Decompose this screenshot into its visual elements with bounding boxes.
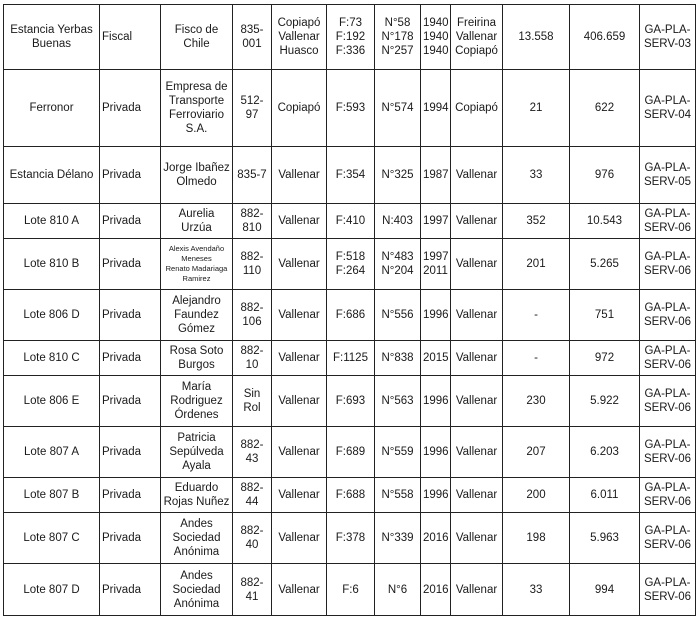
owner-cell: Alexis Avendaño Meneses Renato Madariaga Ramirez [161, 239, 233, 290]
commune-cell: Vallenar [272, 204, 327, 239]
ownership-type-cell: Privada [100, 427, 161, 478]
property-name-cell: Estancia Yerbas Buenas [4, 5, 100, 70]
rol-cell: 882-40 [233, 513, 272, 564]
rol-cell: 882-10 [233, 341, 272, 376]
conservador-cell: Vallenar [451, 147, 503, 204]
plan-code-cell: GA-PLA- SERV-05 [640, 147, 696, 204]
inscription-number-cell: N°483 N°204 [375, 239, 421, 290]
owner-cell: Jorge Ibañez Olmedo [161, 147, 233, 204]
table-row [4, 341, 696, 376]
year-cell: 1996 [421, 427, 451, 478]
table-row [4, 376, 696, 427]
property-name-cell: Lote 806 E [4, 376, 100, 427]
year-cell: 1997 [421, 204, 451, 239]
inscription-number-cell: N°838 [375, 341, 421, 376]
value-b-cell: 6.203 [570, 427, 640, 478]
table-row [4, 290, 696, 341]
value-b-cell: 10.543 [570, 204, 640, 239]
table-row [4, 147, 696, 204]
rol-cell: 835- 001 [233, 5, 272, 70]
ownership-type-cell: Fiscal [100, 5, 161, 70]
value-a-cell: 230 [503, 376, 570, 427]
inscription-number-cell: N°556 [375, 290, 421, 341]
ownership-type-cell: Privada [100, 290, 161, 341]
commune-cell: Vallenar [272, 376, 327, 427]
year-cell: 1940 1940 1940 [421, 5, 451, 70]
year-cell: 1987 [421, 147, 451, 204]
fojas-cell: F:6 [327, 564, 375, 616]
conservador-cell: Vallenar [451, 513, 503, 564]
year-cell: 1996 [421, 376, 451, 427]
value-b-cell: 406.659 [570, 5, 640, 70]
plan-code-cell: GA-PLA- SERV-06 [640, 376, 696, 427]
property-name-cell: Lote 810 B [4, 239, 100, 290]
conservador-cell: Vallenar [451, 376, 503, 427]
value-a-cell: 352 [503, 204, 570, 239]
inscription-number-cell: N°58 N°178 N°257 [375, 5, 421, 70]
conservador-cell: Vallenar [451, 427, 503, 478]
conservador-cell: Freirina Vallenar Copiapó [451, 5, 503, 70]
inscription-number-cell: N°558 [375, 478, 421, 513]
value-a-cell: - [503, 290, 570, 341]
rol-cell: 882-43 [233, 427, 272, 478]
commune-cell: Vallenar [272, 478, 327, 513]
owner-cell: Eduardo Rojas Nuñez [161, 478, 233, 513]
fojas-cell: F:686 [327, 290, 375, 341]
owner-cell: Aurelia Urzúa [161, 204, 233, 239]
conservador-cell: Vallenar [451, 341, 503, 376]
value-a-cell: - [503, 341, 570, 376]
property-name-cell: Lote 807 C [4, 513, 100, 564]
value-a-cell: 201 [503, 239, 570, 290]
fojas-cell: F:410 [327, 204, 375, 239]
inscription-number-cell: N°563 [375, 376, 421, 427]
property-registry-table [3, 4, 696, 616]
fojas-cell: F:73 F:192 F:336 [327, 5, 375, 70]
property-name-cell: Lote 807 B [4, 478, 100, 513]
plan-code-cell: GA-PLA- SERV-06 [640, 513, 696, 564]
table-row [4, 204, 696, 239]
owner-cell: Empresa de Transporte Ferroviario S.A. [161, 70, 233, 147]
rol-cell: 835-7 [233, 147, 272, 204]
value-a-cell: 198 [503, 513, 570, 564]
inscription-number-cell: N°325 [375, 147, 421, 204]
ownership-type-cell: Privada [100, 564, 161, 616]
commune-cell: Vallenar [272, 564, 327, 616]
owner-cell: Alejandro Faundez Gómez [161, 290, 233, 341]
plan-code-cell: GA-PLA- SERV-04 [640, 70, 696, 147]
rol-cell: Sin Rol [233, 376, 272, 427]
plan-code-cell: GA-PLA- SERV-06 [640, 204, 696, 239]
owner-cell: Andes Sociedad Anónima [161, 564, 233, 616]
value-b-cell: 5.963 [570, 513, 640, 564]
table-row [4, 70, 696, 147]
value-b-cell: 5.265 [570, 239, 640, 290]
fojas-cell: F:354 [327, 147, 375, 204]
value-a-cell: 200 [503, 478, 570, 513]
value-b-cell: 976 [570, 147, 640, 204]
property-name-cell: Estancia Délano [4, 147, 100, 204]
rol-cell: 882- 110 [233, 239, 272, 290]
value-b-cell: 751 [570, 290, 640, 341]
ownership-type-cell: Privada [100, 239, 161, 290]
conservador-cell: Vallenar [451, 478, 503, 513]
value-b-cell: 6.011 [570, 478, 640, 513]
property-name-cell: Lote 807 A [4, 427, 100, 478]
inscription-number-cell: N°574 [375, 70, 421, 147]
commune-cell: Vallenar [272, 427, 327, 478]
conservador-cell: Vallenar [451, 290, 503, 341]
fojas-cell: F:593 [327, 70, 375, 147]
plan-code-cell: GA-PLA- SERV-06 [640, 239, 696, 290]
plan-code-cell: GA-PLA- SERV-06 [640, 290, 696, 341]
year-cell: 1997 2011 [421, 239, 451, 290]
value-b-cell: 972 [570, 341, 640, 376]
value-b-cell: 994 [570, 564, 640, 616]
table-row [4, 478, 696, 513]
property-name-cell: Lote 810 C [4, 341, 100, 376]
commune-cell: Vallenar [272, 341, 327, 376]
ownership-type-cell: Privada [100, 478, 161, 513]
ownership-type-cell: Privada [100, 376, 161, 427]
commune-cell: Copiapó [272, 70, 327, 147]
plan-code-cell: GA-PLA- SERV-06 [640, 564, 696, 616]
fojas-cell: F:689 [327, 427, 375, 478]
year-cell: 2015 [421, 341, 451, 376]
property-name-cell: Lote 806 D [4, 290, 100, 341]
conservador-cell: Vallenar [451, 239, 503, 290]
year-cell: 1996 [421, 478, 451, 513]
property-name-cell: Lote 810 A [4, 204, 100, 239]
year-cell: 2016 [421, 513, 451, 564]
fojas-cell: F:688 [327, 478, 375, 513]
inscription-number-cell: N:403 [375, 204, 421, 239]
value-a-cell: 33 [503, 564, 570, 616]
commune-cell: Vallenar [272, 290, 327, 341]
rol-cell: 882- 810 [233, 204, 272, 239]
plan-code-cell: GA-PLA- SERV-06 [640, 341, 696, 376]
property-name-cell: Lote 807 D [4, 564, 100, 616]
owner-cell: Rosa Soto Burgos [161, 341, 233, 376]
value-a-cell: 33 [503, 147, 570, 204]
table-row [4, 564, 696, 616]
conservador-cell: Copiapó [451, 70, 503, 147]
commune-cell: Vallenar [272, 513, 327, 564]
ownership-type-cell: Privada [100, 341, 161, 376]
commune-cell: Vallenar [272, 147, 327, 204]
year-cell: 1996 [421, 290, 451, 341]
fojas-cell: F:518 F:264 [327, 239, 375, 290]
year-cell: 1994 [421, 70, 451, 147]
value-a-cell: 207 [503, 427, 570, 478]
commune-cell: Vallenar [272, 239, 327, 290]
inscription-number-cell: N°339 [375, 513, 421, 564]
owner-cell: Andes Sociedad Anónima [161, 513, 233, 564]
property-name-cell: Ferronor [4, 70, 100, 147]
year-cell: 2016 [421, 564, 451, 616]
owner-cell: María Rodriguez Órdenes [161, 376, 233, 427]
fojas-cell: F:693 [327, 376, 375, 427]
fojas-cell: F:1125 [327, 341, 375, 376]
owner-cell: Patricia Sepúlveda Ayala [161, 427, 233, 478]
rol-cell: 882-44 [233, 478, 272, 513]
ownership-type-cell: Privada [100, 147, 161, 204]
ownership-type-cell: Privada [100, 204, 161, 239]
plan-code-cell: GA-PLA- SERV-06 [640, 427, 696, 478]
owner-cell: Fisco de Chile [161, 5, 233, 70]
rol-cell: 882- 106 [233, 290, 272, 341]
value-a-cell: 21 [503, 70, 570, 147]
value-b-cell: 5.922 [570, 376, 640, 427]
inscription-number-cell: N°559 [375, 427, 421, 478]
commune-cell: Copiapó Vallenar Huasco [272, 5, 327, 70]
conservador-cell: Vallenar [451, 204, 503, 239]
fojas-cell: F:378 [327, 513, 375, 564]
table-row [4, 5, 696, 70]
value-b-cell: 622 [570, 70, 640, 147]
ownership-type-cell: Privada [100, 70, 161, 147]
table-row [4, 239, 696, 290]
inscription-number-cell: N°6 [375, 564, 421, 616]
plan-code-cell: GA-PLA- SERV-03 [640, 5, 696, 70]
table-row [4, 427, 696, 478]
ownership-type-cell: Privada [100, 513, 161, 564]
plan-code-cell: GA-PLA- SERV-06 [640, 478, 696, 513]
rol-cell: 512-97 [233, 70, 272, 147]
value-a-cell: 13.558 [503, 5, 570, 70]
table-row [4, 513, 696, 564]
conservador-cell: Vallenar [451, 564, 503, 616]
rol-cell: 882-41 [233, 564, 272, 616]
